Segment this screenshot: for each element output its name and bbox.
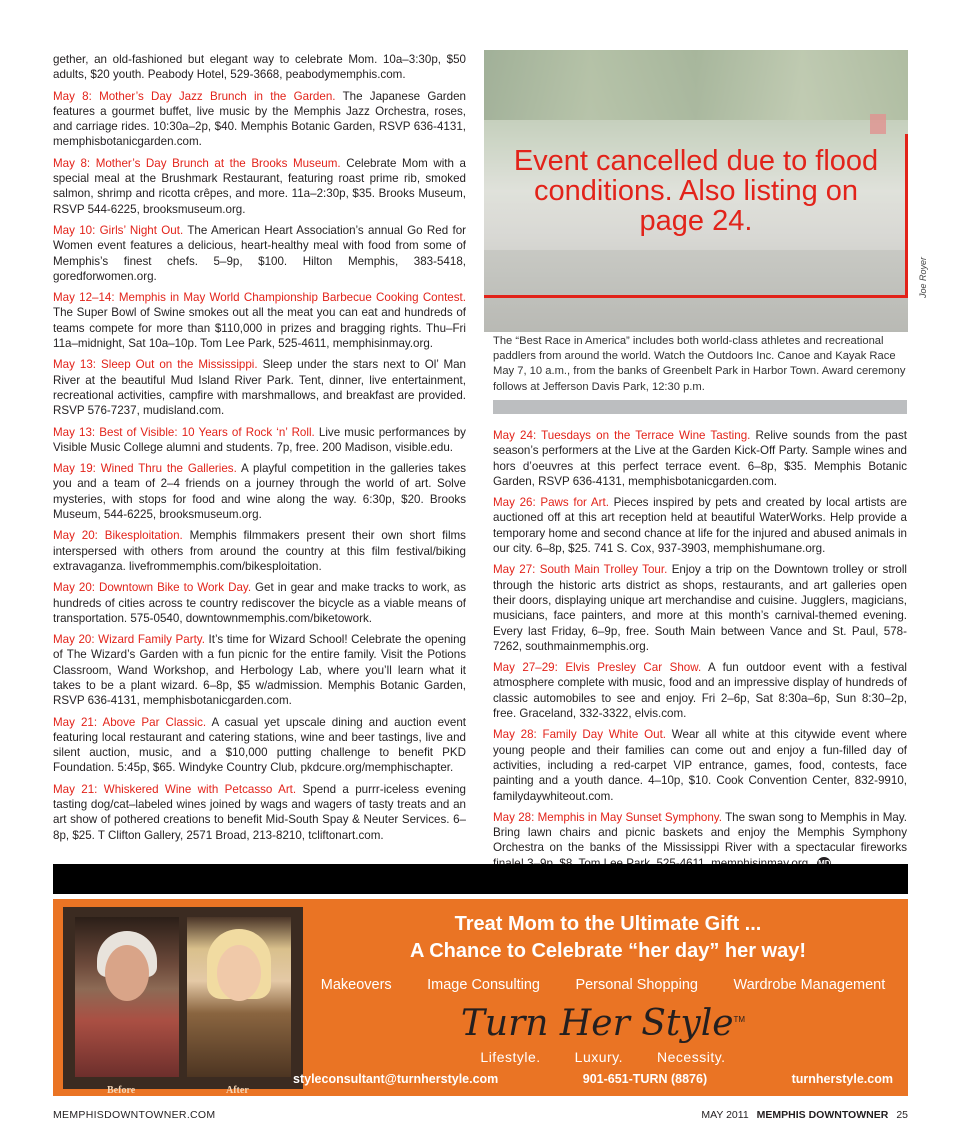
event-item bbox=[53, 223, 466, 284]
event-title: May 12–14: Memphis in May World Championship Barbecue Cooking Contest. bbox=[53, 291, 466, 305]
footer-date: MAY 2011 bbox=[701, 1109, 749, 1121]
event-item bbox=[53, 632, 466, 708]
event-description: The Japanese Garden features a gourmet buffet, live music by the Memphis Jazz Orchestra, roses, and carriage rides. 10:30a–2p, $40. Memphis Botanic Garden, RSVP 636-4131, memphisbotanicgarden.com. bbox=[53, 89, 466, 149]
turn-her-style-ad[interactable] bbox=[53, 899, 908, 1096]
service-makeovers: Makeovers bbox=[320, 977, 392, 993]
event-description: The swan song to Memphis in May. Bring lawn chairs and picnic baskets and enjoy the Memphis Symphony Orchestra on the banks of the Mississippi River with a spectacular fireworks bbox=[493, 810, 907, 855]
event-title: May 24: Tuesdays on the Terrace Wine Tasting. bbox=[493, 429, 751, 442]
event-title: May 20: Bikesploitation. bbox=[53, 529, 183, 543]
footer-right bbox=[701, 1109, 908, 1121]
event-title: May 10: Girls’ Night Out. bbox=[53, 223, 184, 237]
photo-credit: Joe Royer bbox=[918, 256, 928, 298]
trademark: TM bbox=[733, 1015, 746, 1024]
ad-headline-line-2: A Chance to Celebrate “her day” her way! bbox=[409, 940, 807, 962]
event-item bbox=[493, 810, 907, 871]
event-description: Memphis filmmakers present their own short films interspersed with others from around the country at this film festival/biking extravaganza. livefrommemphis.com/bikesploitation. bbox=[53, 529, 466, 573]
event-title: May 26: Paws for Art. bbox=[493, 496, 609, 510]
event-title: May 19: Wined Thru the Galleries. bbox=[53, 462, 237, 476]
left-event-list bbox=[53, 89, 466, 843]
before-face bbox=[105, 945, 149, 1001]
event-item bbox=[53, 782, 466, 843]
footer-website[interactable]: MEMPHISDOWNTOWNER.COM bbox=[53, 1109, 216, 1121]
page-number: 25 bbox=[896, 1109, 908, 1121]
event-title: May 21: Whiskered Wine with Petcasso Art. bbox=[53, 782, 297, 796]
event-description: A fun outdoor event with a festival atmosphere complete with music, food and an impressive display of hundreds of classic automobiles to see and enjoy. Fri 2–6p, Sat 8:30a–6p, Sun 8:30–2p, free. Graceland, 332-3322, elvis.com. bbox=[493, 661, 907, 721]
event-item bbox=[493, 428, 907, 489]
event-item bbox=[53, 156, 466, 217]
after-photo bbox=[187, 917, 291, 1077]
ad-email-link[interactable]: styleconsultant@turnherstyle.com bbox=[293, 1072, 499, 1086]
event-description: The American Heart Association’s annual Go Red for Women event features a delicious, heart-healthy meal with food from some of Memphis’s finest chefs. 5–9p, $100. Hilton Memphis, 383-5418, goredforwomen.org. bbox=[53, 223, 467, 283]
photo-caption: The “Best Race in America” includes both world-class athletes and recreational paddlers from around the world. Watch the Outdoors Inc. Canoe and Kayak Race May 7, 10 a.m., from the banks of Greenbelt Park in Harbor Town. Award ceremony follows at Jefferson Davis Park, 12:30 p.m. bbox=[493, 335, 906, 393]
event-description: Relive sounds from the past season’s performers at the Live at the Garden Kick-Off Party. Sample wines and hors d’oeuvres at this perfect terrace event. 6–8p, $35. Memphis Botanic Garden, RSVP 636-4131, memphisbotanicgarden.com. bbox=[493, 429, 907, 488]
event-title: May 8: Mother’s Day Brunch at the Brooks Museum. bbox=[53, 156, 341, 170]
tagline-necessity: Necessity. bbox=[657, 1049, 726, 1065]
event-title: May 28: Memphis in May Sunset Symphony. bbox=[493, 810, 722, 824]
event-title: May 13: Sleep Out on the Mississippi. bbox=[53, 358, 258, 372]
event-description: Wear all white at this citywide event where young people and their families can come out and enjoy a fun-filled day of activities, including a red-carpet VIP entrance, games, food, contests, face painting and a youth dance. 4–10p, $10. Cook Convention Center, 832-9910, familydaywhiteout.com. bbox=[493, 728, 908, 803]
ad-headline bbox=[353, 911, 863, 965]
event-description: Enjoy a trip on the Downtown trolley or stroll through the historic arts district as shops, restaurants, and art galleries open their doors, displaying unique art merchandise and cuisine. Jugglers, magicians, musicians, face painters, and more at this month’s carnival-themed evening. Every last Friday, 6–9p, free. South Main between Vance and St. Paul, 578-7262, southmainmemphis.org. bbox=[493, 563, 907, 653]
after-face bbox=[217, 945, 261, 1001]
event-description: The Super Bowl of Swine smokes out all the meat you can eat and hundreds of teams compete for more than $110,000 in prizes and bragging rights. Thu–Fri 11a–midnight, Sat 10a–10p. Tom Lee Park, 525-4611, memphisinmay.org. bbox=[53, 306, 466, 351]
ad-tagline bbox=[303, 1049, 903, 1065]
event-description: A casual yet upscale dining and auction event featuring local restaurant and catering stations, wine and beer tastings, live and silent auction, music, and a $10,000 putting challenge to benefit PKD Foundation. 5:45p, $65. Windyke Country Club, pkdcure.org/memphischapter. bbox=[53, 715, 466, 775]
cancel-notice: Event cancelled due to flood conditions. Also listing on page 24. bbox=[513, 145, 879, 237]
tagline-lifestyle: Lifestyle. bbox=[480, 1049, 541, 1065]
event-item bbox=[493, 562, 907, 654]
right-column bbox=[493, 428, 907, 877]
event-title: May 27–29: Elvis Presley Car Show. bbox=[493, 661, 702, 675]
ad-website-link[interactable]: turnherstyle.com bbox=[791, 1072, 893, 1086]
event-item bbox=[493, 727, 907, 803]
event-description: It’s time for Wizard School! Celebrate the opening of The Wizard’s Garden with a fun picnic for the entire family. Visit the Potions Classroom, Wand Workshop, and Herbology Lab, where you’ll learn what it takes to be a plant wizard. 6–8p, $5 w/admission. Memphis Botanic Garden, RSVP 636-4131, memphisbotanicgarden.com. bbox=[53, 633, 466, 708]
tagline-luxury: Luxury. bbox=[574, 1049, 624, 1065]
event-description: Sleep under the stars next to Ol’ Man River at the beautiful Mud Island River Park. Tent, dinner, live entertainment, recreational activities, campfire with marshmallows, and breakfast are provided. RSVP 576-7237, mudisland.com. bbox=[53, 358, 466, 418]
before-label: Before bbox=[107, 1085, 136, 1096]
event-title: May 13: Best of Visible: 10 Years of Rock ‘n’ Roll. bbox=[53, 425, 315, 439]
event-item bbox=[53, 290, 466, 351]
event-item bbox=[53, 461, 466, 522]
footer-magazine: MEMPHIS DOWNTOWNER bbox=[756, 1109, 889, 1121]
event-title: May 8: Mother’s Day Jazz Brunch in the Garden. bbox=[53, 89, 336, 103]
event-description: Get in gear and make tracks to work, as hundreds of cities across te country rediscover the bicycle as a viable means of transportation. 575-0540, downtownmemphis.com/biketowork. bbox=[53, 581, 466, 625]
event-title: May 28: Family Day White Out. bbox=[493, 728, 667, 742]
event-description: A playful competition in the galleries takes you and a team of 2–4 friends on a journey through the world of art. Solve mysteries, with stops for food and wine along the way. 6:30p, $20. Brooks Museum, 544-6225, brooksmuseum.org. bbox=[53, 462, 466, 522]
ad-services bbox=[303, 977, 903, 993]
event-title: May 20: Downtown Bike to Work Day. bbox=[53, 581, 252, 595]
event-item bbox=[53, 425, 466, 456]
before-photo bbox=[75, 917, 179, 1077]
event-item bbox=[53, 357, 466, 418]
event-title: May 21: Above Par Classic. bbox=[53, 715, 207, 729]
event-title: May 27: South Main Trolley Tour. bbox=[493, 563, 668, 577]
event-description: Pieces inspired by pets and created by local artists are auctioned off at this art reception held at beautiful WaterWorks. Help provide a temporary home and second chance at life for the injured and abused animals in our city. 6–8p, $25. 741 S. Cox, 937-3903, memphishumane.org. bbox=[493, 496, 907, 556]
ad-contact bbox=[293, 1072, 893, 1086]
event-item bbox=[53, 715, 466, 776]
before-after-photos bbox=[63, 907, 303, 1096]
right-event-list bbox=[493, 428, 907, 871]
event-title: May 20: Wizard Family Party. bbox=[53, 633, 205, 647]
ad-phone[interactable]: 901-651-TURN (8876) bbox=[582, 1072, 708, 1086]
ad-brand-logo bbox=[303, 1003, 903, 1044]
event-description: Celebrate Mom with a special meal at the Brushmark Restaurant, featuring roast prime rib, smoked salmon, shrimp and ricotta crêpes, and more. 11a–2:30p, $35. Brooks Museum, RSVP 544-6225, brooksmuseum.org. bbox=[53, 156, 466, 216]
event-item bbox=[493, 660, 907, 721]
event-item bbox=[53, 528, 466, 574]
ad-headline-line-1: Treat Mom to the Ultimate Gift ... bbox=[454, 913, 762, 935]
event-item bbox=[493, 495, 907, 556]
event-item bbox=[53, 580, 466, 626]
service-personal-shopping: Personal Shopping bbox=[575, 977, 698, 993]
event-item bbox=[53, 89, 466, 150]
service-image-consulting: Image Consulting bbox=[427, 977, 540, 993]
black-band bbox=[53, 864, 908, 894]
event-description: Live music performances by Visible Music College alumni and students. 7p, free. 200 Madison, visible.edu. bbox=[53, 425, 466, 454]
section-divider bbox=[493, 400, 907, 414]
event-description: Spend a purrr-iceless evening tasting dog/cat–labeled wines joined by wags and wagers of tasty treats and an art show of pothered creations to benefit Mid-South Spay & Neuter Services. 6–8p, $25. T Clifton Gallery, 2571 Broad, 213-8210, tcliftonart.com. bbox=[53, 782, 466, 842]
brand-name: Turn Her Style bbox=[460, 1003, 734, 1044]
service-wardrobe-management: Wardrobe Management bbox=[733, 977, 886, 993]
after-label: After bbox=[226, 1085, 249, 1096]
left-column bbox=[53, 52, 466, 849]
intro-text: gether, an old-fashioned but elegant way to celebrate Mom. 10a–3:30p, $50 adults, $20 youth. Peabody Hotel, 529-3668, peabodymemphis.com. bbox=[53, 53, 466, 82]
